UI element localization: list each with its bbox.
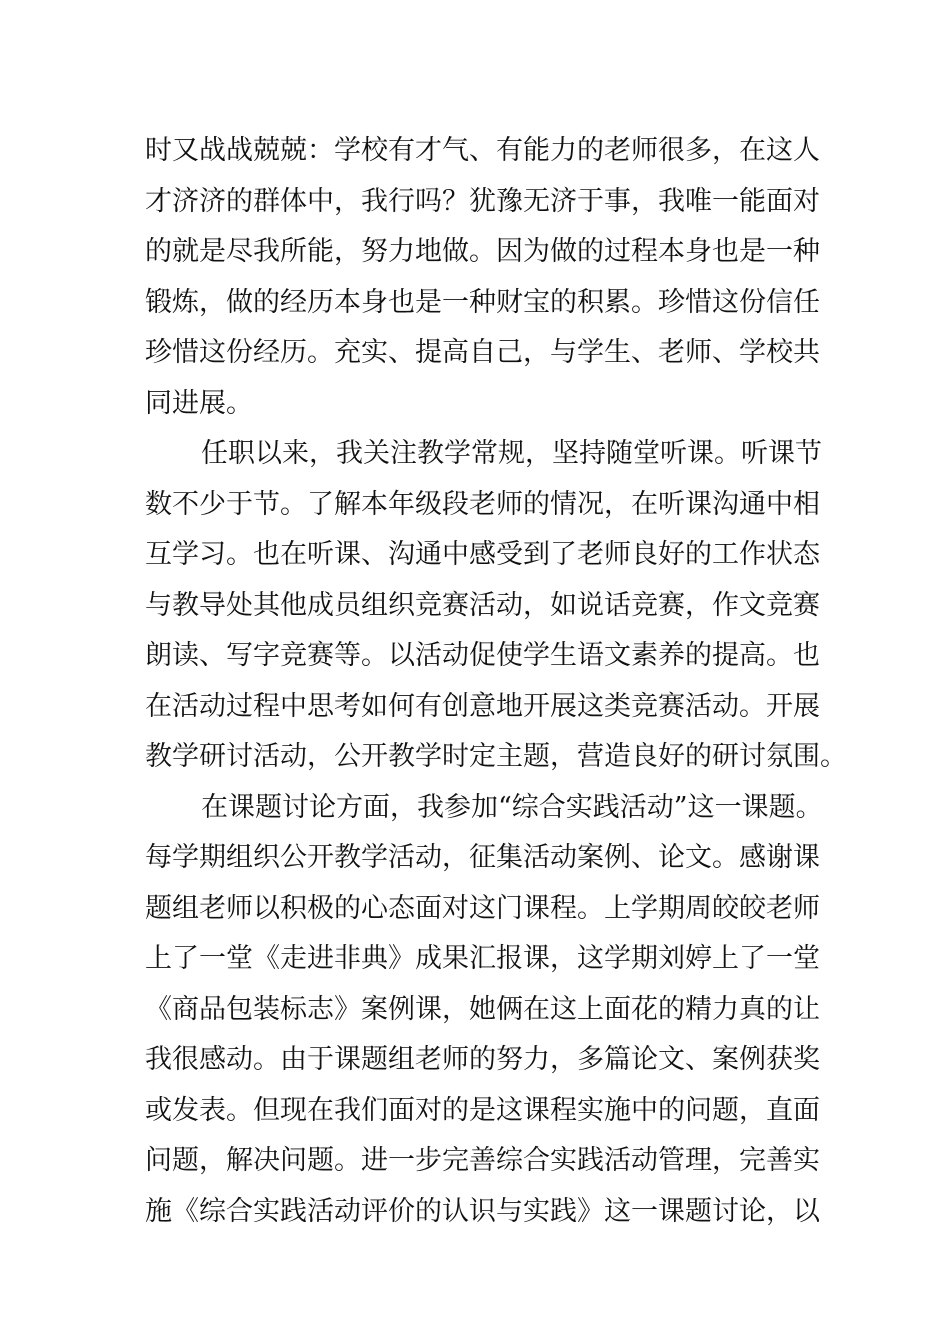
- text-line: 每学期组织公开教学活动，征集活动案例、论文。感谢课: [145, 842, 820, 873]
- text-line: 题组老师以积极的心态面对这门课程。上学期周皎皎老师: [145, 892, 820, 924]
- text-line: 数不少于节。了解本年级段老师的情况，在听课沟通中相: [145, 488, 820, 520]
- text-line: 在活动过程中思考如何有创意地开展这类竞赛活动。开展: [145, 690, 820, 722]
- text-line: 问题，解决问题。进一步完善综合实践活动管理，完善实: [145, 1145, 820, 1176]
- text-line: 珍惜这份经历。充实、提高自己，与学生、老师、学校共: [145, 337, 820, 368]
- paragraph-start-line: 在课题讨论方面，我参加“综合实践活动”这一课题。: [201, 791, 823, 823]
- text-line: 同进展。: [145, 387, 253, 419]
- text-line: 与教导处其他成员组织竞赛活动，如说话竞赛，作文竞赛: [145, 589, 820, 621]
- text-line: 才济济的群体中，我行吗？犹豫无济于事，我唯一能面对: [145, 185, 820, 217]
- text-line: 的就是尽我所能，努力地做。因为做的过程本身也是一种: [145, 236, 820, 267]
- text-line: 《商品包装标志》案例课，她俩在这上面花的精力真的让: [145, 993, 820, 1025]
- body-text: [145, 126, 845, 1237]
- text-line: 施《综合实践活动评价的认识与实践》这一课题讨论，以: [145, 1195, 820, 1227]
- text-line: 或发表。但现在我们面对的是这课程实施中的问题，直面: [145, 1094, 820, 1126]
- text-line: 上了一堂《走进非典》成果汇报课，这学期刘婷上了一堂: [145, 943, 820, 974]
- text-line: 教学研讨活动，公开教学时定主题，营造良好的研讨氛围。: [145, 741, 847, 772]
- text-line: 朗读、写字竞赛等。以活动促使学生语文素养的提高。也: [145, 640, 820, 671]
- paragraph-start-line: 任职以来，我关注教学常规，坚持随堂听课。听课节: [201, 438, 822, 469]
- text-line: 时又战战兢兢：学校有才气、有能力的老师很多，在这人: [145, 135, 820, 166]
- text-line: 我很感动。由于课题组老师的努力，多篇论文、案例获奖: [145, 1044, 820, 1075]
- text-line: 互学习。也在听课、沟通中感受到了老师良好的工作状态: [145, 539, 820, 570]
- text-line: 锻炼，做的经历本身也是一种财宝的积累。珍惜这份信任: [145, 286, 820, 318]
